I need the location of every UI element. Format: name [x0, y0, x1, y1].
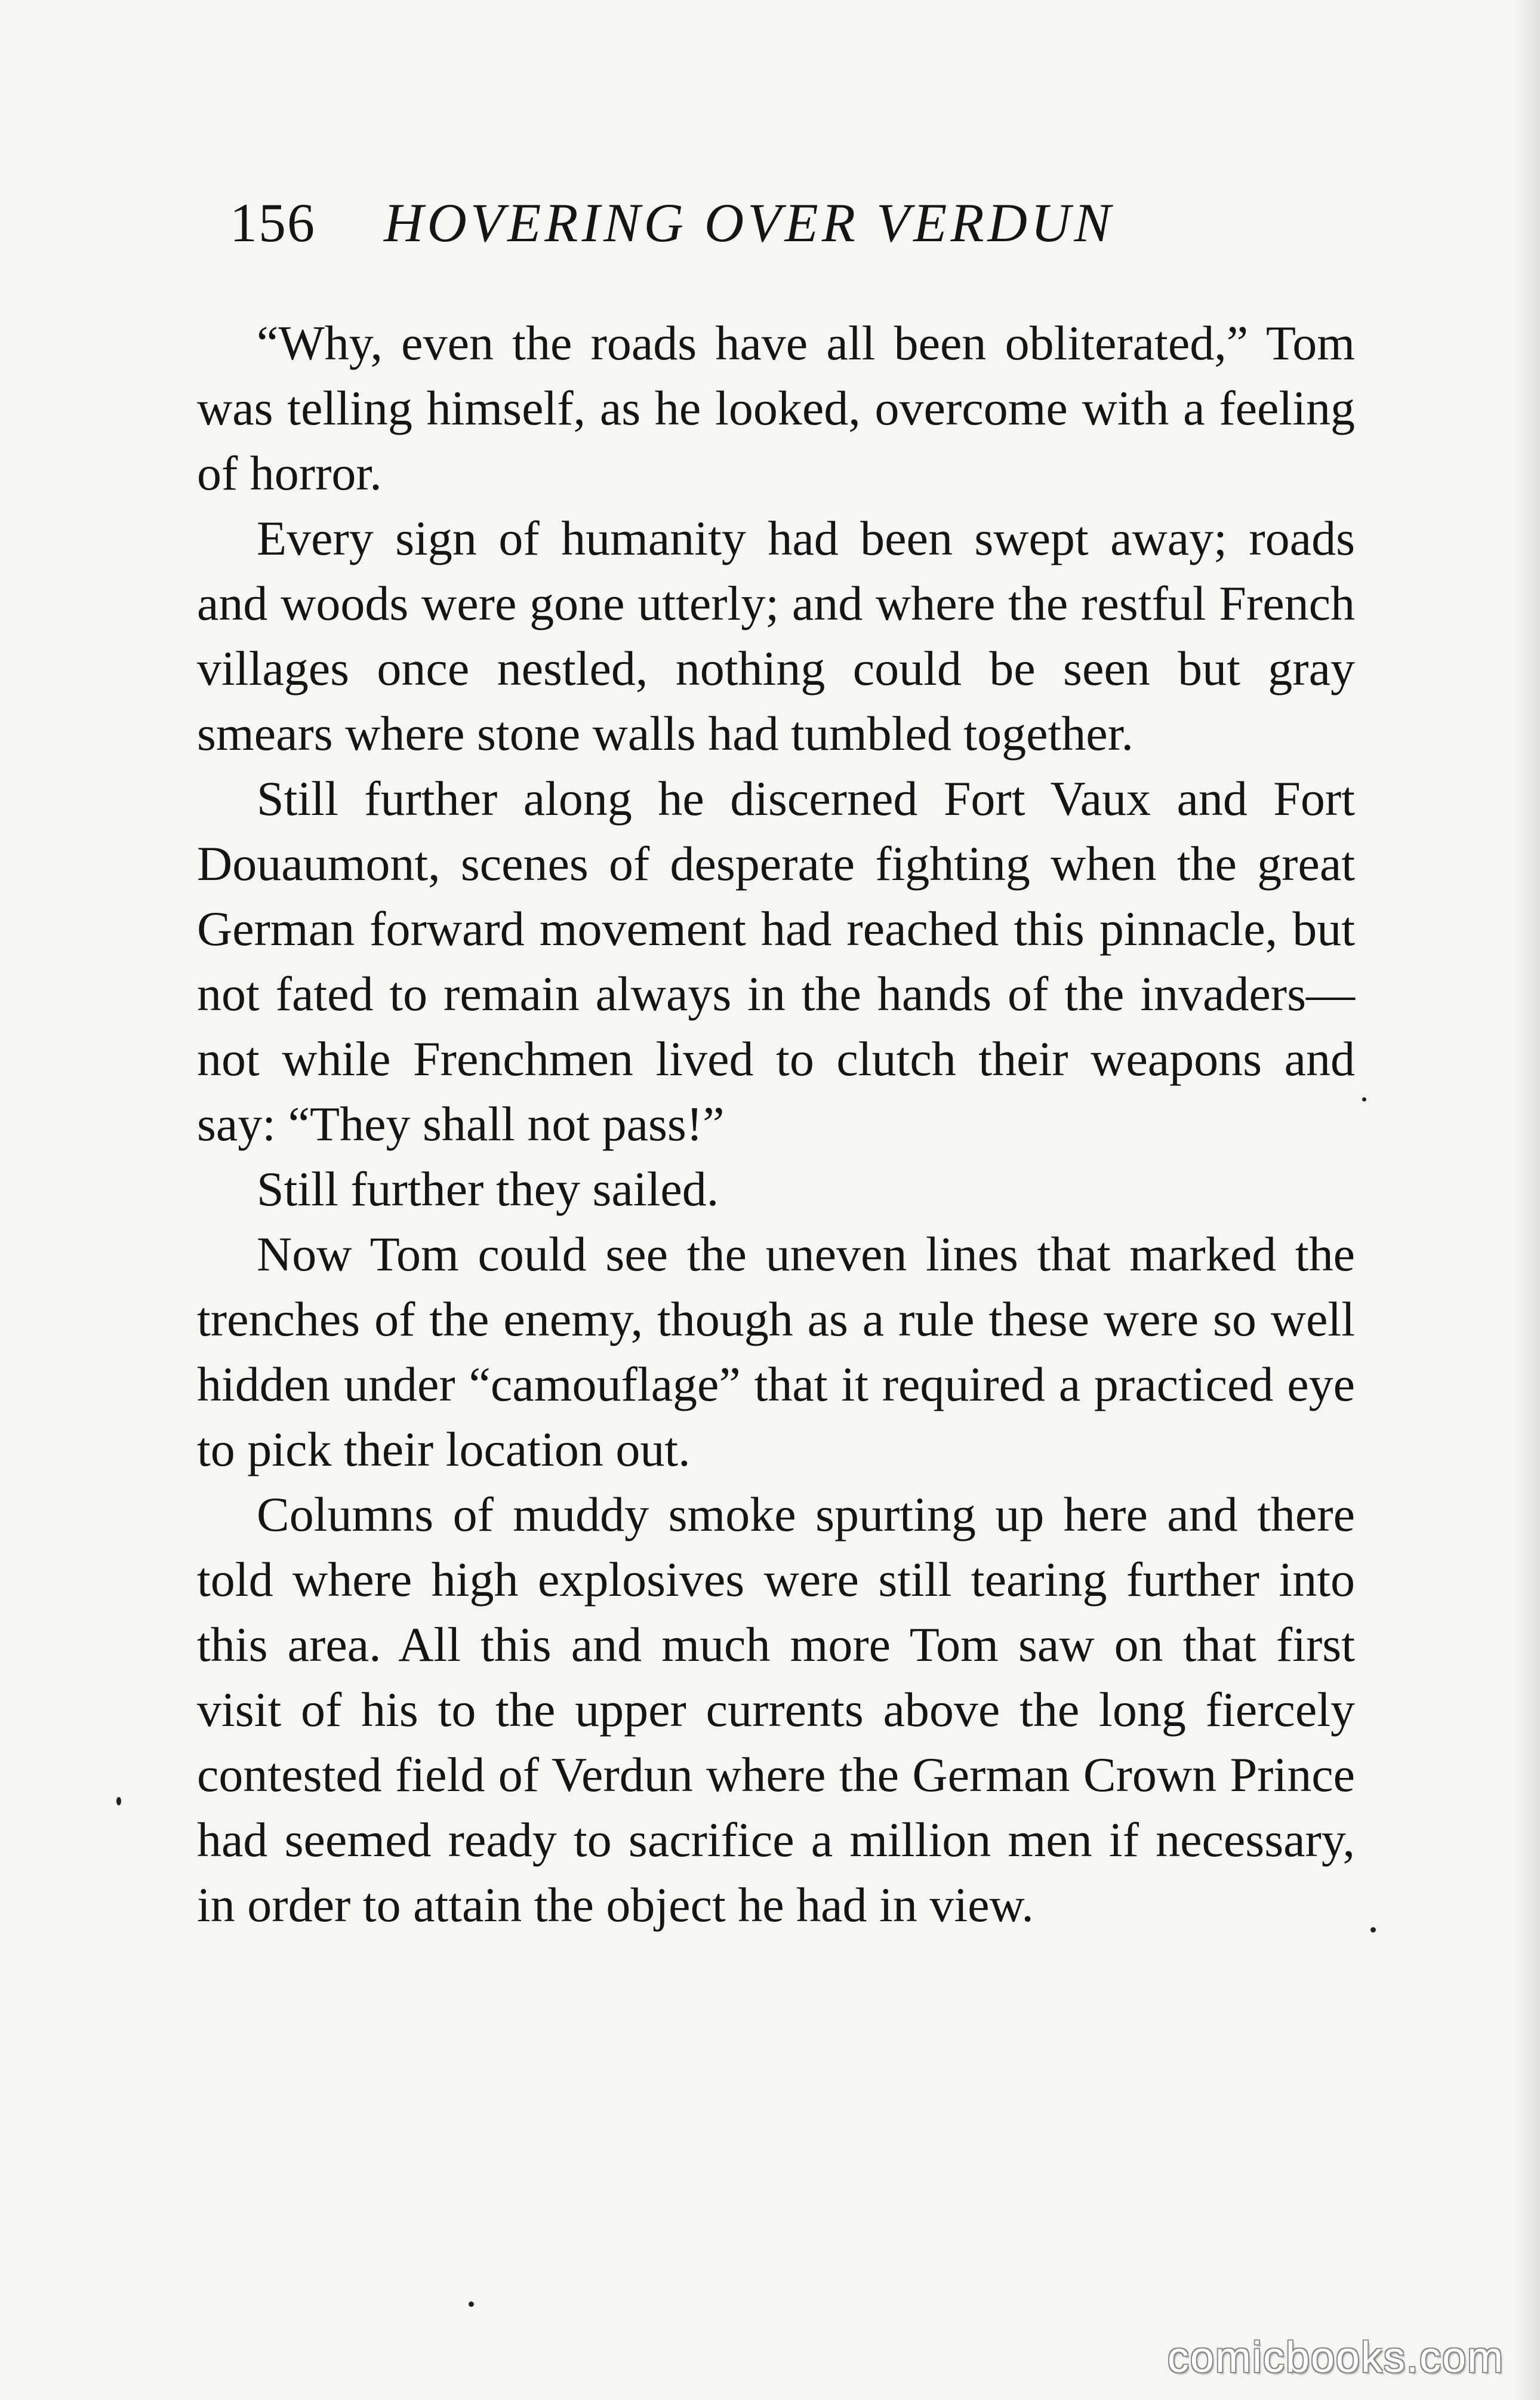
running-title: HOVERING OVER VERDUN	[384, 192, 1114, 253]
paragraph: Columns of muddy smoke spurting up here and there told where high explosives were still tearing further into this area. All this and much more Tom saw on that first visit of his to the upper currents above the long fiercely contested field of Verdun where the German Crown Prince had seemed ready to sacrifice a million men if necessary, in order to attain the object he had in view.	[197, 1487, 1355, 1932]
page-number: 156	[230, 192, 316, 253]
ink-speck	[1362, 1097, 1366, 1101]
paragraph: Now Tom could see the uneven lines that marked the trenches of the enemy, though as a rule these were so well hidden under “camouflage” that it required a practiced eye to pick their location out.	[197, 1227, 1355, 1476]
paragraph: “Why, even the roads have all been obliterated,” Tom was telling himself, as he looked, overcome with a feeling of horror.	[197, 316, 1355, 500]
paragraph: Still further they sailed.	[257, 1162, 719, 1216]
ink-speck	[1370, 1927, 1376, 1933]
paragraph: Still further along he discerned Fort Vaux and Fort Douaumont, scenes of desperate fighting when the great German forward movement had reached this pinnacle, but not fated to remain always in the hands of the invaders—not while Frenchmen lived to clutch their weapons and say: “They shall not pass!”	[197, 771, 1355, 1151]
ink-speck	[116, 1797, 121, 1805]
page-edge-shadow	[1516, 0, 1540, 2400]
page-header	[230, 191, 1364, 275]
watermark: comicbooks.com	[1167, 2334, 1504, 2381]
body-text	[197, 310, 1355, 1937]
ink-speck	[469, 2301, 474, 2307]
paragraph: Every sign of humanity had been swept away; roads and woods were gone utterly; and where the restful French villages once nestled, nothing could be seen but gray smears where stone walls had tumbled together.	[197, 511, 1355, 761]
